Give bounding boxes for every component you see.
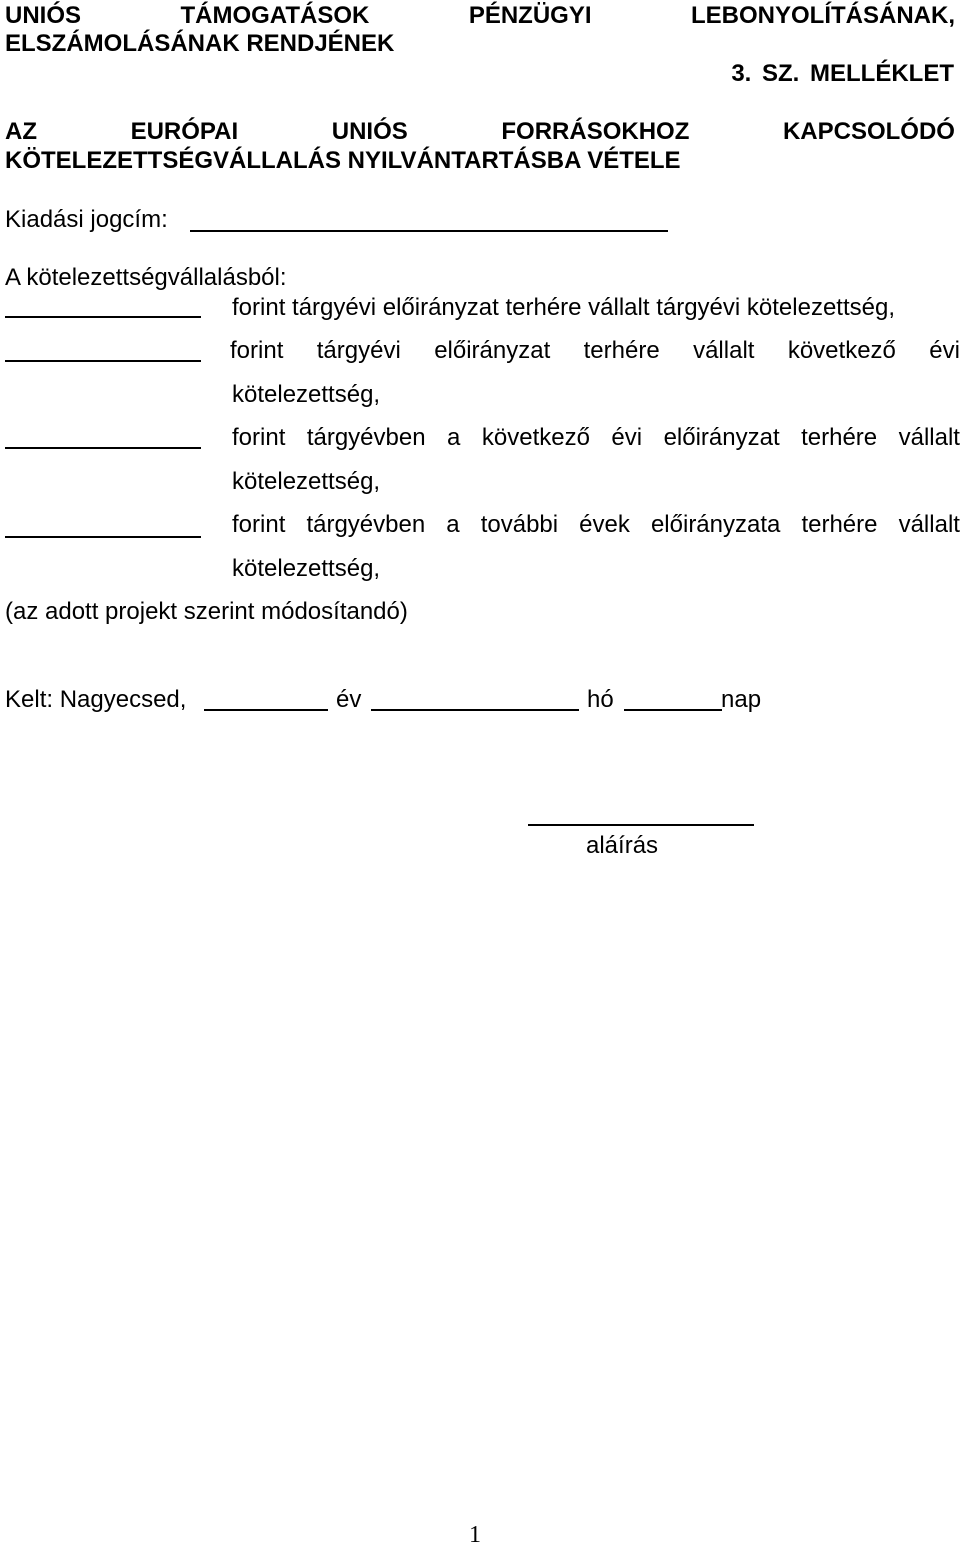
item-word: forint	[232, 511, 286, 538]
header-title-line1	[5, 2, 955, 30]
subject-word: AZ	[5, 118, 37, 145]
signature-label: aláírás	[586, 832, 659, 859]
item-word: előirányzata	[650, 511, 781, 538]
header-word: PÉNZÜGYI	[468, 2, 592, 29]
date-year-blank	[204, 709, 328, 711]
item-word: évi	[929, 337, 960, 364]
item-word: vállalt	[693, 337, 755, 364]
subject-word: EURÓPAI	[130, 118, 239, 145]
amount-blank-4	[5, 536, 201, 538]
subject-line2: KÖTELEZETTSÉGVÁLLALÁS NYILVÁNTARTÁSBA VÉTELE	[5, 147, 681, 174]
item-word: előirányzat	[663, 424, 780, 451]
amount-blank-3	[5, 447, 201, 449]
page-number: 1	[469, 1522, 481, 1548]
item-word: a	[447, 424, 461, 451]
header-word: UNIÓS	[5, 2, 82, 29]
date-day-blank	[624, 709, 722, 711]
item-word: évi	[611, 424, 643, 451]
item-word: tárgyévben	[306, 511, 426, 538]
budget-title-label: Kiadási jogcím:	[5, 206, 168, 233]
item-word: forint	[232, 424, 286, 451]
item-2-line2: kötelezettség,	[232, 381, 381, 408]
item-4-line2: kötelezettség,	[232, 555, 381, 582]
date-day-label: nap	[721, 686, 762, 713]
subject-word: UNIÓS	[331, 118, 408, 145]
header-word: LEBONYOLÍTÁSÁNAK,	[690, 2, 955, 29]
amount-blank-1	[5, 316, 201, 318]
item-word: vállalt	[898, 424, 960, 451]
subject-word: FORRÁSOKHOZ	[501, 118, 690, 145]
signature-line	[528, 824, 754, 826]
item-word: évek	[579, 511, 630, 538]
item-1-line1: forint tárgyévi előirányzat terhére vállalt tárgyévi kötelezettség,	[232, 294, 895, 321]
header-title-line2: ELSZÁMOLÁSÁNAK RENDJÉNEK	[5, 30, 395, 57]
item-3-line2: kötelezettség,	[232, 468, 381, 495]
item-word: tárgyévben	[306, 424, 426, 451]
item-4-line1	[232, 511, 960, 539]
item-word: terhére	[801, 511, 878, 538]
item-word: tárgyévi	[316, 337, 401, 364]
item-2-line1	[230, 337, 960, 365]
note: (az adott projekt szerint módosítandó)	[5, 598, 408, 625]
item-word: terhére	[801, 424, 878, 451]
item-word: következő	[787, 337, 896, 364]
commitment-label: A kötelezettségvállalásból:	[5, 264, 287, 291]
item-word: a	[446, 511, 460, 538]
header-word: TÁMOGATÁSOK	[180, 2, 370, 29]
item-3-line1	[232, 424, 960, 452]
item-word: további	[480, 511, 559, 538]
budget-title-blank	[190, 230, 668, 232]
item-word: vállalt	[898, 511, 960, 538]
item-word: terhére	[583, 337, 660, 364]
attachment-label: 3. SZ. MELLÉKLET	[731, 60, 954, 87]
date-month-blank	[371, 709, 579, 711]
date-month-label: hó	[587, 686, 614, 713]
amount-blank-2	[5, 360, 201, 362]
date-prefix: Kelt: Nagyecsed,	[5, 686, 187, 713]
date-year-label: év	[336, 686, 362, 713]
subject-line1	[5, 118, 955, 146]
item-word: forint	[230, 337, 284, 364]
item-word: előirányzat	[434, 337, 551, 364]
item-word: következő	[481, 424, 590, 451]
subject-word: KAPCSOLÓDÓ	[782, 118, 955, 145]
